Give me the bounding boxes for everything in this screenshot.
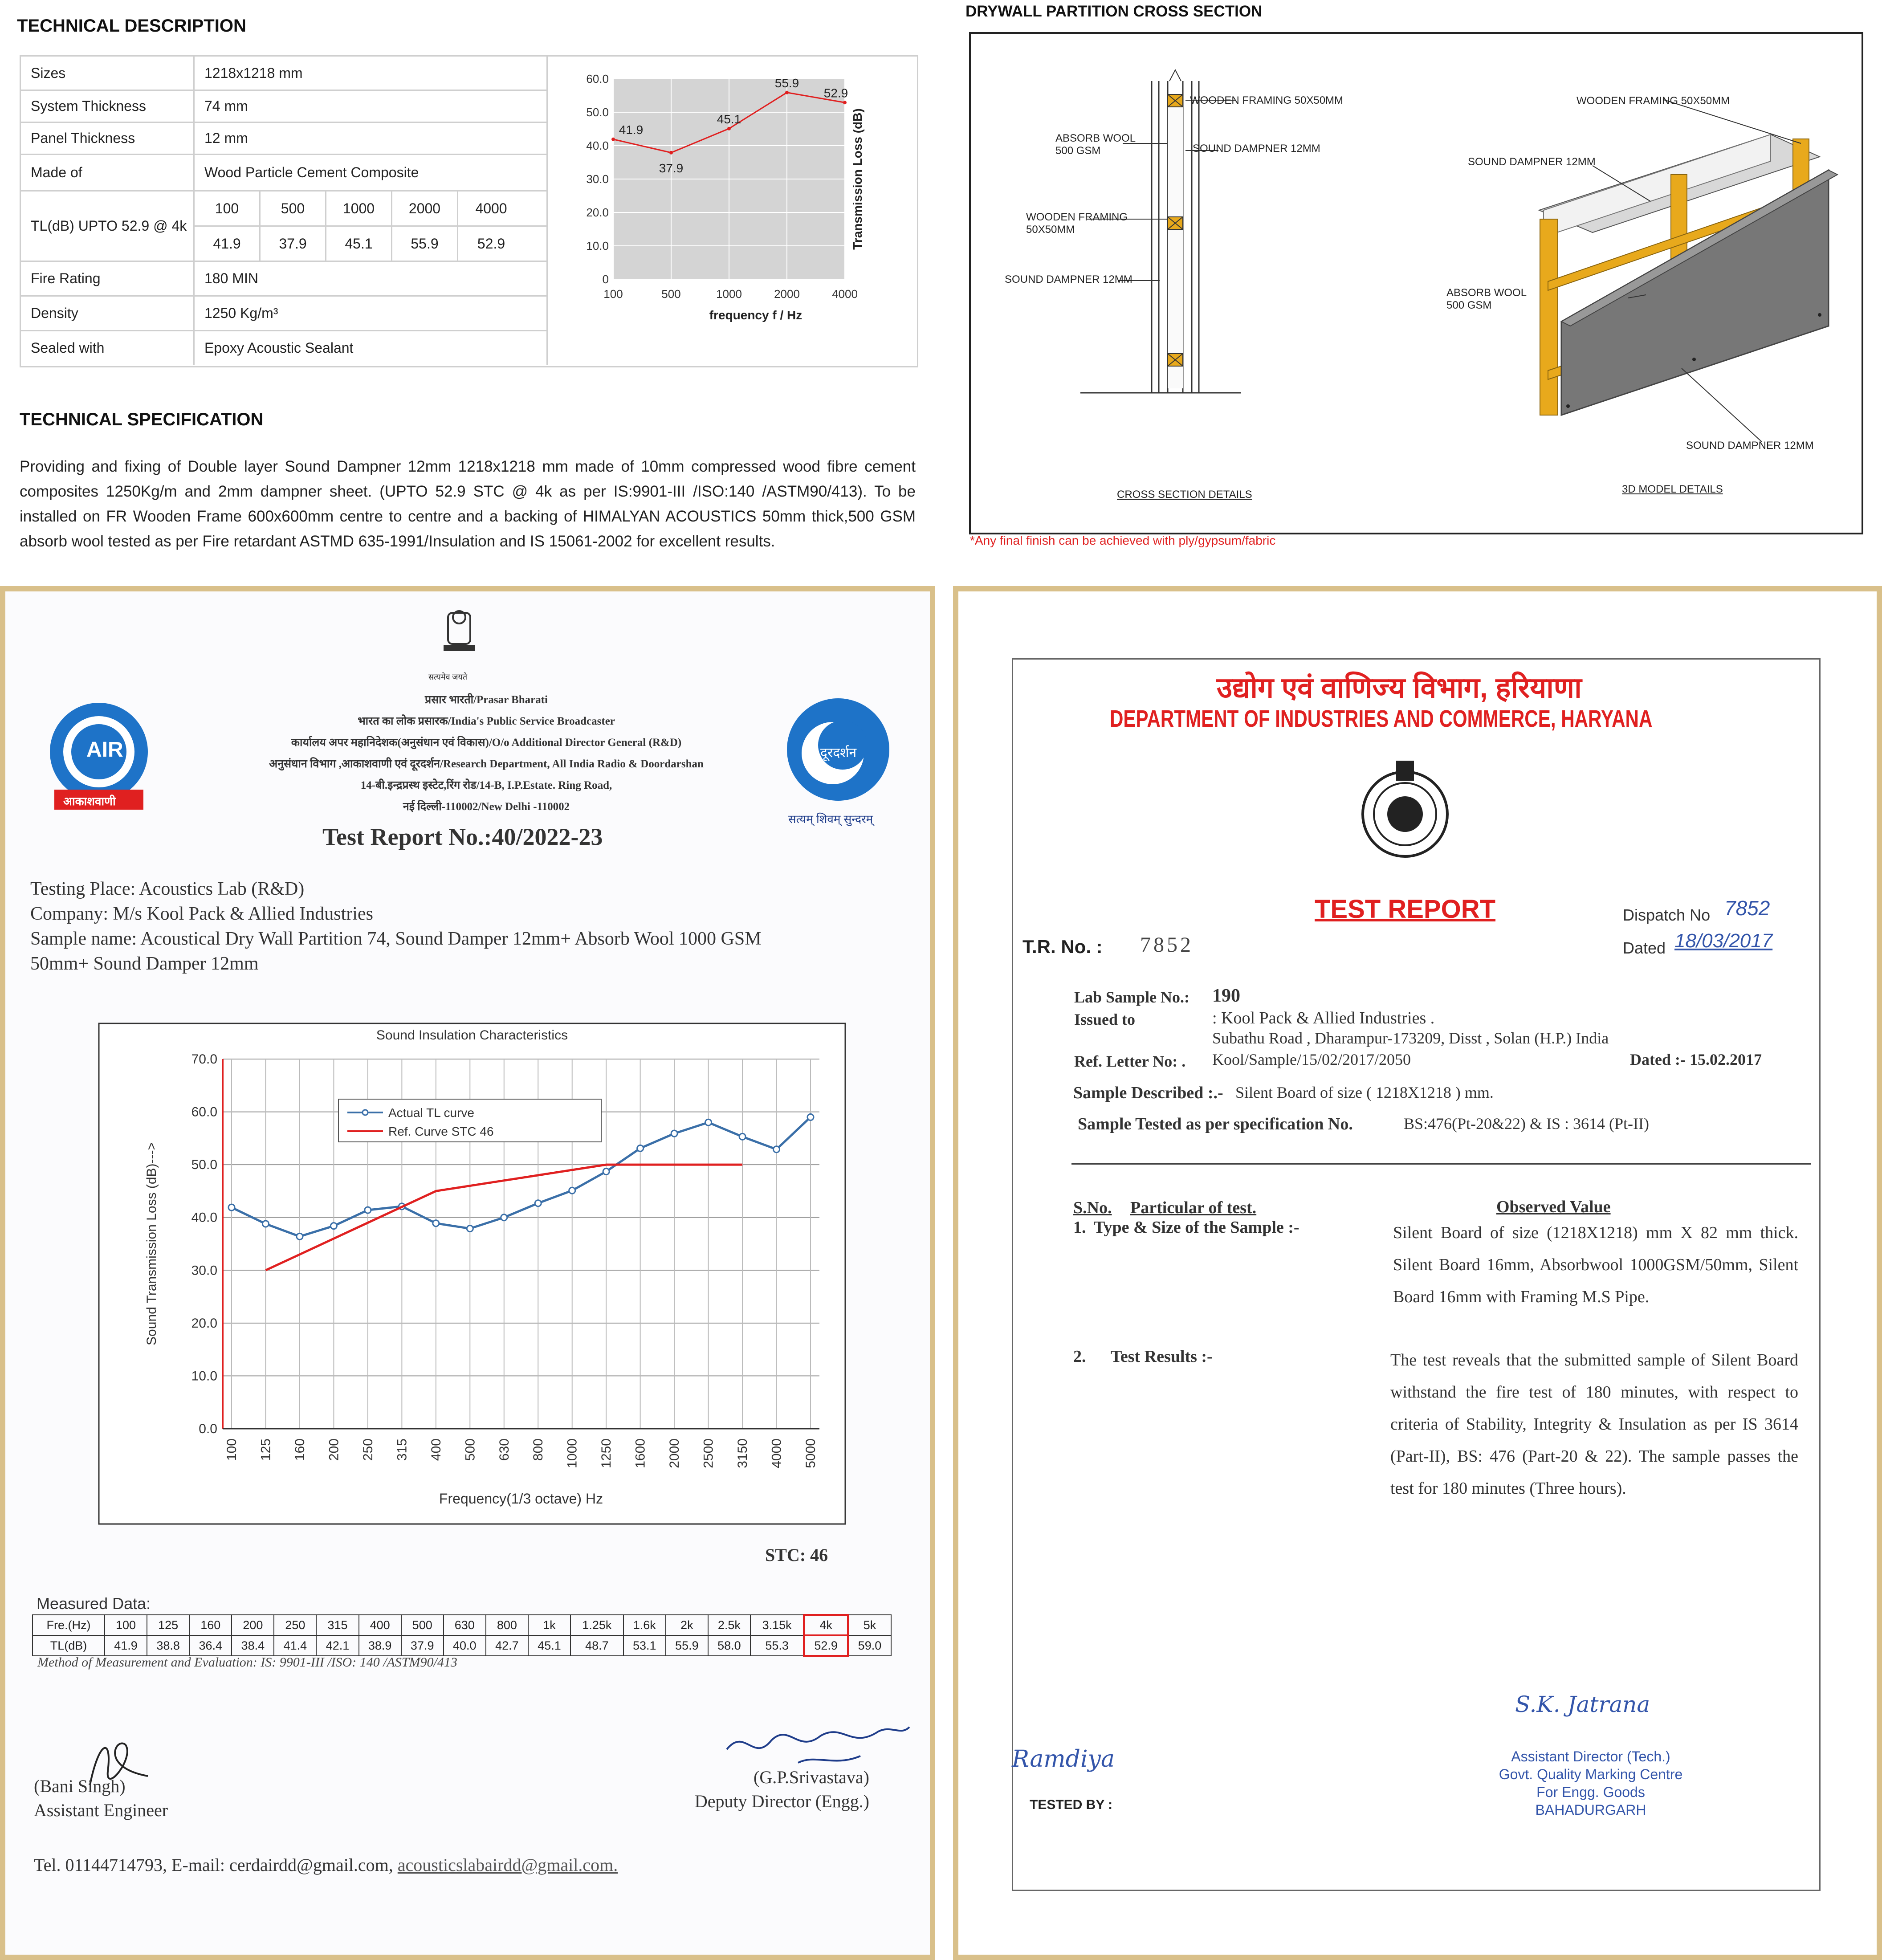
y-axis-label: Sound Transmission Loss (dB)---> <box>144 1142 159 1346</box>
data-point <box>807 1114 814 1120</box>
tech-desc-table <box>20 55 918 367</box>
signer-right <box>656 1765 869 1813</box>
row-value: Wood Particle Cement Composite <box>204 164 419 180</box>
emblem-motto: सत्यमेव जयते <box>428 672 468 681</box>
y-tick-label: 30.0 <box>586 172 609 186</box>
testing-place: Testing Place: Acoustics Lab (R&D) <box>30 879 305 899</box>
x-tick-label: 4000 <box>769 1438 784 1468</box>
x-tick-label: 2000 <box>667 1438 682 1468</box>
y-tick-label: 10.0 <box>586 239 609 253</box>
data-point <box>297 1233 303 1239</box>
data-point <box>727 127 731 130</box>
tl-header: TL(dB) <box>33 1635 105 1656</box>
org-line: नई दिल्ली-110002/New Delhi -110002 <box>403 801 570 813</box>
company: Company: M/s Kool Pack & Allied Industries <box>30 904 373 924</box>
x-tick-label: 1600 <box>633 1438 648 1468</box>
y-tick-label: 40.0 <box>191 1210 217 1225</box>
ref-value: Kool/Sample/15/02/2017/2050 <box>1212 1051 1411 1068</box>
item1-no: 1. <box>1073 1218 1086 1237</box>
y-tick-label: 20.0 <box>191 1316 217 1331</box>
x-tick-label: 250 <box>360 1438 375 1461</box>
y-tick-label: 0.0 <box>199 1422 217 1436</box>
eng-title: DEPARTMENT OF INDUSTRIES AND COMMERCE, HARYANA <box>1110 705 1653 732</box>
officer-line: Govt. Quality Marking Centre <box>1499 1766 1683 1782</box>
freq-cell: 100 <box>105 1615 147 1635</box>
label-wooden-framing: WOODEN FRAMING <box>1026 211 1128 223</box>
y-tick-label: 70.0 <box>191 1052 217 1067</box>
x-tick-label: 160 <box>292 1438 307 1461</box>
tl-cell: 41.4 <box>274 1635 316 1656</box>
label-absorb-wool: ABSORB WOOL <box>1055 132 1136 144</box>
tl-cell: 38.9 <box>359 1635 401 1656</box>
x-tick-label: 315 <box>395 1438 410 1461</box>
tl-freq: 1000 <box>326 192 392 225</box>
signer-right-title: Deputy Director (Engg.) <box>694 1791 869 1811</box>
tl-cell: 38.4 <box>232 1635 274 1656</box>
tl-value: 45.1 <box>326 227 392 261</box>
org-line: प्रसार भारती/Prasar Bharati <box>425 694 548 706</box>
label-wooden-framing: WOODEN FRAMING 50X50MM <box>1576 95 1730 107</box>
air-logo-hindi: आकाशवाणी <box>63 795 116 808</box>
tl-cell: 48.7 <box>570 1635 623 1656</box>
x-tick-label: 4000 <box>832 287 858 301</box>
org-line: कार्यालय अपर महानिदेशक(अनुसंधान एवं विकास)/O/o Additional Director General (R&D) <box>291 737 682 749</box>
data-point <box>330 1223 337 1229</box>
tech-spec-heading: TECHNICAL SPECIFICATION <box>20 410 264 429</box>
freq-cell: 200 <box>232 1615 274 1635</box>
freq-cell: 5k <box>848 1615 891 1635</box>
label-wooden-framing: WOODEN FRAMING 50X50MM <box>1190 94 1344 106</box>
signer-left <box>34 1774 168 1822</box>
y-tick-label: 20.0 <box>586 206 609 219</box>
data-point <box>611 138 615 141</box>
label-absorb-wool: ABSORB WOOL <box>1446 287 1527 299</box>
data-label: 55.9 <box>774 76 799 90</box>
signer-left-name: (Bani Singh) <box>34 1776 126 1796</box>
tl-freq: 100 <box>195 192 261 225</box>
x-tick-label: 5000 <box>803 1438 818 1468</box>
measured-data-table <box>32 1614 892 1657</box>
tl-cell: 42.1 <box>316 1635 358 1656</box>
x-tick-label: 1250 <box>599 1438 614 1468</box>
row-label: Sizes <box>21 57 195 90</box>
freq-cell: 400 <box>359 1615 401 1635</box>
freq-cell: 1k <box>528 1615 570 1635</box>
x-tick-label: 3150 <box>735 1438 750 1468</box>
measured-title: Measured Data: <box>37 1594 151 1613</box>
row-label: System Thickness <box>21 91 195 122</box>
row-value: 12 mm <box>204 130 248 146</box>
sample-desc-value: Silent Board of size ( 1218X1218 ) mm. <box>1235 1084 1494 1101</box>
x-tick-label: 400 <box>428 1438 444 1461</box>
item1-label: Type & Size of the Sample :- <box>1094 1218 1299 1237</box>
ref-label: Ref. Letter No: . <box>1074 1052 1186 1070</box>
tested-by: TESTED BY : <box>1030 1797 1113 1812</box>
data-point <box>433 1220 439 1227</box>
x-tick-label: 2000 <box>774 287 800 301</box>
finish-note: *Any final finish can be achieved with ply/gypsum/fabric <box>970 534 1276 547</box>
test-report-title: TEST REPORT <box>1315 895 1496 924</box>
tester-signature: Ramdiya <box>1012 1746 1115 1773</box>
dd-logo-text: दूरदर्शन <box>820 746 857 760</box>
contact-email-link[interactable]: acousticslabairdd@gmail.com. <box>397 1855 618 1875</box>
row-value: 74 mm <box>204 98 248 114</box>
dd-motto: सत्यम् शिवम् सुन्दरम् <box>788 812 873 826</box>
data-point <box>785 91 789 94</box>
lab-sample-value: 190 <box>1212 986 1240 1006</box>
data-point <box>774 1146 780 1153</box>
y-tick-label: 30.0 <box>191 1263 217 1278</box>
label-wooden-framing: 50X50MM <box>1026 224 1075 236</box>
tech-spec-paragraph: Providing and fixing of Double layer Sound Dampner 12mm 1218x1218 mm made of 10mm compressed wood fibre cement composites 1250Kg/m and 2mm dampner sheet. (UPTO 52.9 STC @ 4k as per IS:9901-III /ISO:140 /ASTM90/413). To be installed on FR Wooden Frame 600x600mm centre to centre and a backing of HIMALYAN ACOUSTICS 50mm thick,500 GSM absorb wool tested as per Fire retardant ASTMD 635-1991/Insulation and IS 15061-2002 for excellent results. <box>20 458 916 550</box>
org-line: 14-बी.इन्द्रप्रस्थ इस्टेट,रिंग रोड/14-B, I.P.Estate. Ring Road, <box>360 779 612 791</box>
dispatch-value: 7852 <box>1724 896 1770 920</box>
dated-label: Dated <box>1623 939 1666 957</box>
issued-label: Issued to <box>1074 1011 1136 1028</box>
table-row <box>21 331 546 365</box>
freq-cell: 250 <box>274 1615 316 1635</box>
data-point <box>603 1169 609 1175</box>
divider <box>1071 1163 1811 1165</box>
freq-cell: 4k <box>804 1615 848 1635</box>
table-row <box>21 91 546 123</box>
tl-cell: 41.9 <box>105 1635 147 1656</box>
data-point <box>669 151 673 155</box>
item2-label: Test Results :- <box>1111 1347 1213 1366</box>
tl-freq: 500 <box>261 192 326 225</box>
x-tick-label: 500 <box>463 1438 478 1461</box>
table-row <box>33 1635 891 1656</box>
row-label: Fire Rating <box>21 262 195 295</box>
data-point <box>569 1187 575 1194</box>
y-tick-label: 60.0 <box>191 1104 217 1120</box>
data-point <box>501 1214 507 1221</box>
data-point <box>535 1200 541 1206</box>
tl-cell: 37.9 <box>401 1635 444 1656</box>
report-details <box>30 876 762 976</box>
row-value: 1218x1218 mm <box>204 65 303 81</box>
spec-label: Sample Tested as per specification No. <box>1078 1115 1353 1133</box>
data-label: 52.9 <box>823 86 848 100</box>
officer-line: Assistant Director (Tech.) <box>1511 1748 1670 1764</box>
data-point <box>739 1133 745 1140</box>
data-label: 41.9 <box>619 122 644 137</box>
tr-value: 7852 <box>1140 933 1194 957</box>
tl-cell: 53.1 <box>623 1635 666 1656</box>
freq-cell: 630 <box>444 1615 486 1635</box>
dispatch-label: Dispatch No <box>1623 906 1711 924</box>
officer-signature: S.K. Jatrana <box>1515 1691 1650 1717</box>
row-value: 180 MIN <box>204 270 258 286</box>
data-point <box>262 1221 269 1227</box>
tr-label: T.R. No. : <box>1022 936 1103 957</box>
tl-value: 41.9 <box>195 227 261 261</box>
emblem-icon <box>435 604 484 671</box>
tl-freq: 2000 <box>392 192 458 225</box>
tl-value: 52.9 <box>477 235 505 252</box>
data-label: 37.9 <box>659 161 684 175</box>
freq-cell: 2.5k <box>708 1615 750 1635</box>
label-sound-dampner: SOUND DAMPNER 12MM <box>1686 440 1814 452</box>
data-point <box>671 1130 677 1137</box>
air-report <box>5 591 930 1955</box>
report-number: Test Report No.:40/2022-23 <box>322 823 603 850</box>
issued-value: : Kool Pack & Allied Industries . <box>1212 1009 1435 1027</box>
officer-line: BAHADURGARH <box>1535 1802 1646 1818</box>
freq-header: Fre.(Hz) <box>33 1615 105 1635</box>
tl-cell: 55.9 <box>666 1635 708 1656</box>
haryana-report <box>958 591 1877 1955</box>
x-tick-label: 800 <box>531 1438 546 1461</box>
org-block <box>219 689 754 818</box>
dated-2: Dated :- 15.02.2017 <box>1630 1051 1762 1068</box>
sample-name: 50mm+ Sound Damper 12mm <box>30 954 259 974</box>
tl-cell: 38.8 <box>147 1635 189 1656</box>
data-point <box>705 1119 712 1125</box>
tl-value: 55.9 <box>392 227 458 261</box>
freq-cell: 125 <box>147 1615 189 1635</box>
table-row <box>21 123 546 155</box>
freq-cell: 1.25k <box>570 1615 623 1635</box>
freq-cell: 160 <box>189 1615 232 1635</box>
freq-cell: 500 <box>401 1615 444 1635</box>
signer-left-title: Assistant Engineer <box>34 1800 168 1820</box>
cross-section-heading: DRYWALL PARTITION CROSS SECTION <box>965 3 1263 20</box>
legend-marker <box>363 1110 368 1115</box>
method: Method of Measurement and Evaluation: IS: 9901-III /ISO: 140 /ASTM90/413 <box>37 1655 457 1670</box>
table-row <box>33 1615 891 1635</box>
freq-cell: 2k <box>666 1615 708 1635</box>
row-label: Made of <box>21 155 195 190</box>
contact-text: Tel. 01144714793, E-mail: cerdairdd@gmail.com, <box>34 1855 393 1875</box>
air-logo-text: AIR <box>86 738 123 762</box>
x-tick-label: 100 <box>224 1438 239 1461</box>
x-tick-label: 125 <box>258 1438 273 1461</box>
y-tick-label: 50.0 <box>191 1157 217 1173</box>
label-sound-dampner: SOUND DAMPNER 12MM <box>1468 156 1596 168</box>
chart-title: Sound Insulation Characteristics <box>376 1028 568 1043</box>
org-line: भारत का लोक प्रसारक/India's Public Service Broadcaster <box>358 715 615 727</box>
y-axis-label: Transmission Loss (dB) <box>851 108 864 250</box>
y-tick-label: 60.0 <box>586 72 609 86</box>
row-value: 1250 Kg/m³ <box>204 305 278 321</box>
x-axis-label: Frequency(1/3 octave) Hz <box>439 1491 603 1507</box>
freq-cell: 3.15k <box>750 1615 804 1635</box>
item2-value: The test reveals that the submitted sample of Silent Board withstand the fire test of 180 minutes, with respect to criteria of Stability, Integrity & Insulation as per IS 3614 (Part-II), BS: 476 (Part-20 & 22). The sample passes the test for 180 minutes (Three hours). <box>1390 1351 1798 1498</box>
hindi-title: उद्योग एवं वाणिज्य विभाग, हरियाणा <box>1217 672 1582 704</box>
data-point <box>637 1145 644 1151</box>
tl-cell: 40.0 <box>444 1635 486 1656</box>
data-point <box>467 1226 473 1232</box>
sound-insulation-chart <box>98 1023 846 1525</box>
tl-cell: 42.7 <box>486 1635 528 1656</box>
signer-right-name: (G.P.Srivastava) <box>754 1767 869 1787</box>
x-tick-label: 200 <box>326 1438 342 1461</box>
dated-value: 18/03/2017 <box>1674 930 1773 952</box>
table-row <box>21 297 546 331</box>
data-label: 45.1 <box>717 112 741 126</box>
legend-label: Ref. Curve STC 46 <box>388 1125 494 1138</box>
x-tick-label: 1000 <box>565 1438 580 1468</box>
table-row <box>21 155 546 192</box>
tech-desc-heading: TECHNICAL DESCRIPTION <box>17 16 246 36</box>
tl-cell: 59.0 <box>848 1635 891 1656</box>
x-tick-label: 630 <box>497 1438 512 1461</box>
freq-cell: 800 <box>486 1615 528 1635</box>
label-sound-dampner: SOUND DAMPNER 12MM <box>1005 273 1132 285</box>
org-line: अनुसंधान विभाग ,आकाशवाणी एवं दूरदर्शन/Research Department, All India Radio & Doordarshan <box>269 758 704 770</box>
item2-no: 2. <box>1073 1347 1086 1366</box>
contact-line <box>34 1854 618 1875</box>
row-label: Sealed with <box>21 331 195 365</box>
legend-label: Actual TL curve <box>388 1106 474 1120</box>
label-sound-dampner: SOUND DAMPNER 12MM <box>1193 143 1320 155</box>
y-tick-label: 50.0 <box>586 106 609 119</box>
label-absorb-wool: 500 GSM <box>1055 145 1101 157</box>
sample-name: Sample name: Acoustical Dry Wall Partition 74, Sound Damper 12mm+ Absorb Wool 1000 GSM <box>30 929 762 949</box>
tl-cell: 52.9 <box>804 1635 848 1656</box>
sno-head: S.No. <box>1073 1198 1112 1217</box>
tl-chart <box>578 65 907 350</box>
model-caption: 3D MODEL DETAILS <box>1622 483 1723 495</box>
y-tick-label: 0 <box>602 273 609 286</box>
address: Subathu Road , Dharampur-173209, Disst , Solan (H.P.) India <box>1212 1029 1609 1047</box>
particular-head: Particular of test. <box>1130 1198 1257 1217</box>
table-row <box>21 262 546 297</box>
row-label: TL(dB) UPTO 52.9 @ 4k <box>21 192 195 261</box>
tl-cell: 55.3 <box>750 1635 804 1656</box>
data-point <box>365 1207 371 1213</box>
label-absorb-wool: 500 GSM <box>1446 299 1492 311</box>
freq-cell: 315 <box>316 1615 358 1635</box>
stc-value: STC: 46 <box>765 1545 828 1565</box>
x-axis-label: frequency f / Hz <box>709 308 802 322</box>
freq-cell: 1.6k <box>623 1615 666 1635</box>
tl-freq: 4000 <box>475 200 507 216</box>
officer-block <box>1466 1748 1715 1819</box>
lab-sample-label: Lab Sample No.: <box>1074 988 1190 1006</box>
x-tick-label: 2500 <box>701 1438 716 1468</box>
table-row <box>21 57 546 91</box>
observed-head: Observed Value <box>1496 1198 1611 1216</box>
y-tick-label: 10.0 <box>191 1369 217 1384</box>
data-point <box>228 1204 235 1210</box>
x-tick-label: 1000 <box>716 287 742 301</box>
tl-value: 37.9 <box>261 227 326 261</box>
tl-cell: 45.1 <box>528 1635 570 1656</box>
row-label: Density <box>21 297 195 330</box>
officer-line: For Engg. Goods <box>1536 1784 1645 1800</box>
row-label: Panel Thickness <box>21 123 195 154</box>
sample-desc-label: Sample Described :.- <box>1073 1084 1223 1102</box>
row-value: Epoxy Acoustic Sealant <box>204 340 354 356</box>
cross-section-caption: CROSS SECTION DETAILS <box>1117 489 1252 501</box>
haryana-seal-icon <box>1354 756 1456 859</box>
item1-value: Silent Board of size (1218X1218) mm X 82 mm thick. Silent Board 16mm, Absorbwool 1000GSM/50mm, Silent Board 16mm with Framing M.S Pipe. <box>1393 1223 1798 1306</box>
x-tick-label: 100 <box>603 287 623 301</box>
tl-cell: 36.4 <box>189 1635 232 1656</box>
x-tick-label: 500 <box>661 287 681 301</box>
spec-value: BS:476(Pt-20&22) & IS : 3614 (Pt-II) <box>1404 1115 1650 1133</box>
table-row-tl <box>21 192 546 262</box>
tl-cell: 58.0 <box>708 1635 750 1656</box>
data-point <box>843 101 847 104</box>
y-tick-label: 40.0 <box>586 139 609 152</box>
